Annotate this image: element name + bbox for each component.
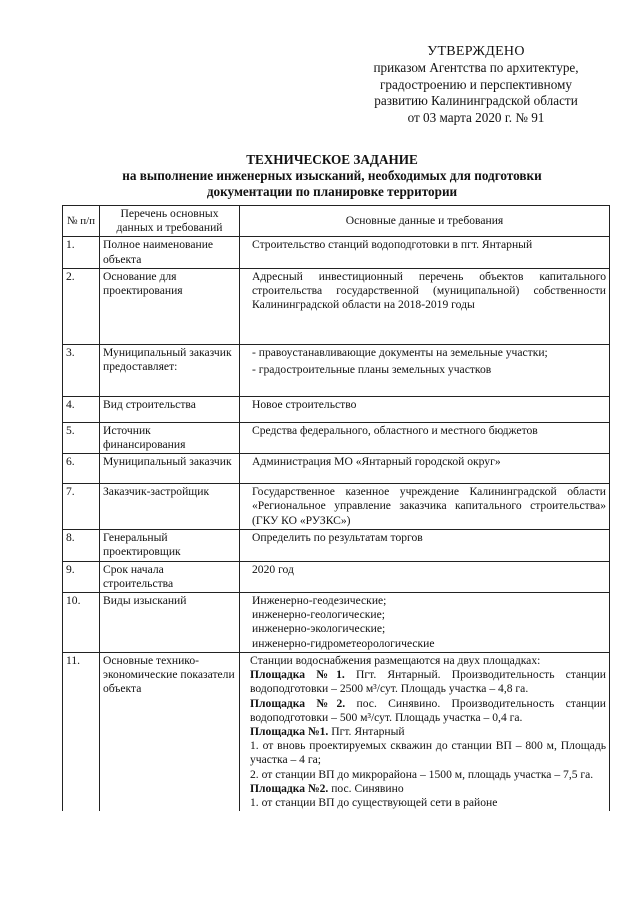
row-number: 8.	[63, 530, 100, 561]
row-item: Генеральный проектировщик	[100, 530, 240, 561]
value-intro: Станции водоснабжения размещаются на двух площадках:	[250, 654, 541, 668]
row-item: Полное наименование объекта	[100, 237, 240, 268]
requirements-table	[62, 205, 610, 811]
document-title	[62, 152, 602, 200]
table-row	[63, 593, 610, 653]
title-subtitle-2: документации по планировке территории	[206, 184, 458, 199]
row-number: 6.	[63, 454, 100, 484]
table-row	[63, 344, 610, 396]
site-label: Площадка №1.	[250, 725, 329, 739]
table-row	[63, 396, 610, 422]
site-text: Пгт. Янтарный. Производительность станции водоподготовки – 2500 м³/сут. Площадь участка – 4,8 га.	[250, 668, 606, 696]
row-number: 3.	[63, 344, 100, 396]
row-value: 2020 год	[240, 561, 610, 592]
table-header-row	[63, 206, 610, 237]
table-row	[63, 561, 610, 592]
site-paragraph	[250, 697, 606, 725]
value-line: инженерно-геологические;	[252, 608, 385, 622]
row-value	[240, 593, 610, 653]
table-row	[63, 653, 610, 812]
approval-block	[346, 44, 606, 126]
site-label: Площадка №2.	[250, 781, 329, 795]
row-number: 7.	[63, 484, 100, 530]
row-number: 1.	[63, 237, 100, 268]
table-row	[63, 530, 610, 561]
table-row	[63, 422, 610, 453]
row-value: Государственное казенное учреждение Калининградской области «Региональное управление заказчика капитального строительства» (ГКУ КО «РУЗКС»)	[240, 484, 610, 530]
row-value: Определить по результатам торгов	[240, 530, 610, 561]
approval-heading: УТВЕРЖДЕНО	[427, 44, 525, 59]
site-label: Площадка №1.	[250, 668, 345, 682]
site-text: пос. Синявино. Производительность станции водоподготовки – 500 м³/сут. Площадь участка – 0,4 га.	[250, 696, 606, 724]
row-value: Администрация МО «Янтарный городской округ»	[240, 454, 610, 484]
approval-line: градостроению и перспективному	[380, 76, 572, 92]
row-item: Основные технико-экономические показатели объекта	[100, 653, 240, 812]
row-value	[240, 653, 610, 812]
row-number: 11.	[63, 653, 100, 812]
value-line: инженерно-экологические;	[252, 622, 386, 636]
row-value: Средства федерального, областного и местного бюджетов	[240, 422, 610, 453]
row-item: Заказчик-застройщик	[100, 484, 240, 530]
row-value: Адресный инвестиционный перечень объектов капитального строительства государственной (муниципальной) собственности Калининградской области на 2018-2019 годы	[240, 268, 610, 344]
list-item: 2. от станции ВП до микрорайона – 1500 м, площадь участка – 7,5 га.	[250, 767, 594, 781]
row-number: 10.	[63, 593, 100, 653]
row-item: Срок начала строительства	[100, 561, 240, 592]
row-item: Основание для проектирования	[100, 268, 240, 344]
row-value: Новое строительство	[240, 396, 610, 422]
list-item: 1. от станции ВП до существующей сети в районе	[250, 796, 498, 810]
site-paragraph	[250, 725, 606, 739]
value-line: Инженерно-геодезические;	[252, 594, 387, 608]
site-text: пос. Синявино	[328, 781, 404, 795]
approval-line: от 03 марта 2020 г. № 91	[407, 109, 545, 125]
row-item: Муниципальный заказчик предоставляет:	[100, 344, 240, 396]
value-line: инженерно-гидрометеорологические	[252, 636, 435, 650]
row-value: Строительство станций водоподготовки в пгт. Янтарный	[240, 237, 610, 268]
title-main: ТЕХНИЧЕСКОЕ ЗАДАНИЕ	[246, 152, 418, 167]
row-number: 9.	[63, 561, 100, 592]
row-item: Вид строительства	[100, 396, 240, 422]
approval-line: приказом Агентства по архитектуре,	[373, 60, 579, 76]
table-row	[63, 237, 610, 268]
row-item: Муниципальный заказчик	[100, 454, 240, 484]
title-subtitle-1: на выполнение инженерных изысканий, необходимых для подготовки	[122, 168, 542, 183]
row-value	[240, 344, 610, 396]
row-item: Виды изысканий	[100, 593, 240, 653]
value-line: - правоустанавливающие документы на земельные участки;	[252, 345, 548, 359]
row-number: 4.	[63, 396, 100, 422]
row-number: 5.	[63, 422, 100, 453]
site-label: Площадка №2.	[250, 696, 346, 710]
list-item: 1. от вновь проектируемых скважин до станции ВП – 800 м, Площадь участка – 4 га;	[250, 739, 606, 767]
site-paragraph	[250, 782, 606, 796]
header-number: № п/п	[63, 206, 100, 237]
row-number: 2.	[63, 268, 100, 344]
approval-line: развитию Калининградской области	[374, 93, 578, 109]
row-item: Источник финансирования	[100, 422, 240, 453]
value-line: - градостроительные планы земельных участков	[252, 363, 492, 377]
site-text: Пгт. Янтарный	[328, 725, 405, 739]
header-value: Основные данные и требования	[240, 206, 610, 237]
table-row	[63, 484, 610, 530]
header-item: Перечень основных данных и требований	[100, 206, 240, 237]
site-paragraph	[250, 668, 606, 696]
table-row	[63, 454, 610, 484]
table-row	[63, 268, 610, 344]
